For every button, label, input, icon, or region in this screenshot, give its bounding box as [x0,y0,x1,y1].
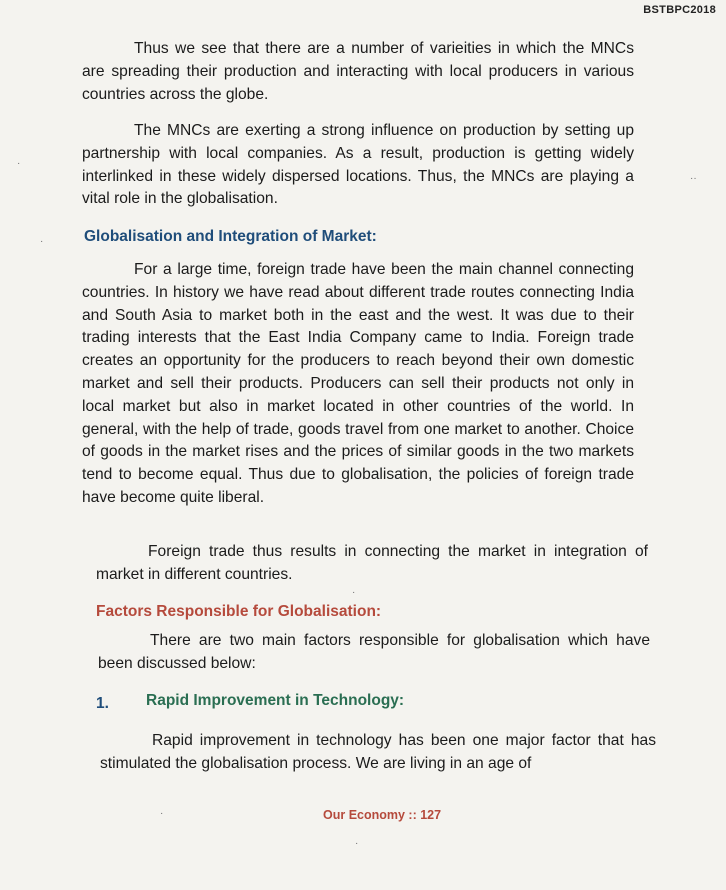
scan-speck: · [160,808,164,819]
heading-factors-responsible: Factors Responsible for Globalisation: [96,603,382,620]
list-number: 1. [96,695,109,712]
paragraph-foreign-trade: For a large time, foreign trade have been the main channel connecting countries. In history we have read about different trade routes connecting India and South Asia to market both in the east and the west. It was due to their trading interests that the East India Company came to India. Foreign trade creates an opportunity for the producers to reach beyond their own domestic market and sell their products. Producers can sell their products not only in local market but also in market located in other countries of the world. In general, with the help of trade, goods travel from one market to another. Choice of goods in the market rises and the prices of similar goods in the two markets tend to become equal. Thus due to globalisation, the policies of foreign trade have become quite liberal. [82,261,634,506]
page-footer: Our Economy :: 127 [323,808,442,822]
heading-rapid-improvement: Rapid Improvement in Technology: [146,692,405,709]
paragraph-technology: Rapid improvement in technology has been one major factor that has stimulated the globalisation process. We are living in an age of [100,732,656,772]
document-code: BSTBPC2018 [643,4,716,16]
scan-speck: · [355,838,359,849]
scan-speck: · [17,158,21,169]
paragraph-mncs-influence: The MNCs are exerting a strong influence on production by setting up partnership with local companies. As a result, production is getting widely interlinked in these widely dispersed locations. Thus, the MNCs are playing a vital role in the globalisation. [82,122,634,208]
paragraph-foreign-trade-result: Foreign trade thus results in connecting the market in integration of market in different countries. [96,543,648,583]
paragraph-two-factors: There are two main factors responsible for globalisation which have been discussed below: [98,632,650,672]
scan-speck: ·· [690,173,697,184]
scan-speck: · [40,236,44,247]
scan-speck: · [352,587,356,598]
paragraph-mncs-varieties: Thus we see that there are a number of varieities in which the MNCs are spreading their production and interacting with local producers in various countries across the globe. [82,40,634,103]
heading-globalisation-integration: Globalisation and Integration of Market: [84,228,377,245]
